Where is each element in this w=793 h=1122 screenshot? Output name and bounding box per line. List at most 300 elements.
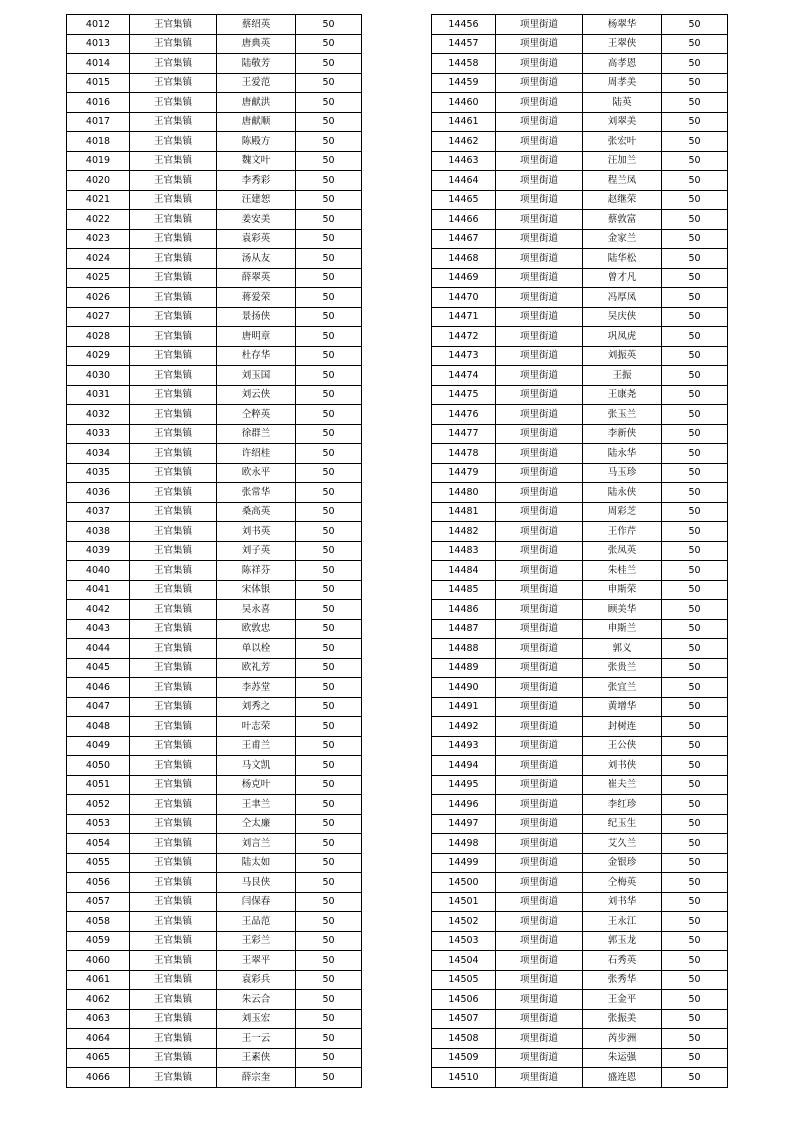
table-row <box>432 34 728 54</box>
amount-cell: 50 <box>296 385 362 405</box>
table-row <box>67 912 362 932</box>
table-row <box>432 853 728 873</box>
serial-number-cell: 4039 <box>67 541 130 561</box>
serial-number-cell: 14475 <box>432 385 496 405</box>
township-cell: 项里街道 <box>496 307 583 327</box>
name-cell: 张宜兰 <box>583 678 662 698</box>
amount-cell: 50 <box>662 73 728 93</box>
table-row <box>432 736 728 756</box>
township-cell: 项里街道 <box>496 873 583 893</box>
amount-cell: 50 <box>296 873 362 893</box>
name-cell: 刘子英 <box>217 541 296 561</box>
name-cell: 蔡敦富 <box>583 210 662 230</box>
township-cell: 项里街道 <box>496 678 583 698</box>
table-row <box>67 736 362 756</box>
serial-number-cell: 14458 <box>432 54 496 74</box>
township-cell: 项里街道 <box>496 795 583 815</box>
name-cell: 李秀彩 <box>217 171 296 191</box>
table-row <box>432 190 728 210</box>
table-row <box>67 268 362 288</box>
amount-cell: 50 <box>296 327 362 347</box>
serial-number-cell: 4058 <box>67 912 130 932</box>
name-cell: 曾才凡 <box>583 268 662 288</box>
amount-cell: 50 <box>662 307 728 327</box>
township-cell: 王官集镇 <box>130 1029 217 1049</box>
amount-cell: 50 <box>296 522 362 542</box>
table-row <box>67 1068 362 1088</box>
serial-number-cell: 4021 <box>67 190 130 210</box>
table-row <box>67 970 362 990</box>
township-cell: 王官集镇 <box>130 190 217 210</box>
serial-number-cell: 14495 <box>432 775 496 795</box>
table-row <box>432 541 728 561</box>
serial-number-cell: 14467 <box>432 229 496 249</box>
name-cell: 刘玉宏 <box>217 1009 296 1029</box>
name-cell: 程兰凤 <box>583 171 662 191</box>
amount-cell: 50 <box>662 892 728 912</box>
township-cell: 王官集镇 <box>130 931 217 951</box>
township-cell: 王官集镇 <box>130 249 217 269</box>
township-cell: 王官集镇 <box>130 54 217 74</box>
name-cell: 巩凤虎 <box>583 327 662 347</box>
amount-cell: 50 <box>296 736 362 756</box>
name-cell: 王振 <box>583 366 662 386</box>
township-cell: 王官集镇 <box>130 892 217 912</box>
table-row <box>432 1009 728 1029</box>
serial-number-cell: 14505 <box>432 970 496 990</box>
table-row <box>432 229 728 249</box>
amount-cell: 50 <box>296 970 362 990</box>
table-row <box>67 853 362 873</box>
township-cell: 王官集镇 <box>130 1068 217 1088</box>
name-cell: 景扬侠 <box>217 307 296 327</box>
serial-number-cell: 4047 <box>67 697 130 717</box>
serial-number-cell: 14506 <box>432 990 496 1010</box>
amount-cell: 50 <box>662 600 728 620</box>
serial-number-cell: 14483 <box>432 541 496 561</box>
roster-table-left-body <box>67 15 362 1088</box>
township-cell: 项里街道 <box>496 912 583 932</box>
table-row <box>432 385 728 405</box>
amount-cell: 50 <box>296 268 362 288</box>
township-cell: 王官集镇 <box>130 132 217 152</box>
township-cell: 王官集镇 <box>130 639 217 659</box>
township-cell: 王官集镇 <box>130 366 217 386</box>
township-cell: 王官集镇 <box>130 93 217 113</box>
township-cell: 项里街道 <box>496 229 583 249</box>
amount-cell: 50 <box>662 619 728 639</box>
name-cell: 刘书英 <box>217 522 296 542</box>
amount-cell: 50 <box>662 522 728 542</box>
serial-number-cell: 4038 <box>67 522 130 542</box>
table-row <box>432 249 728 269</box>
table-row <box>67 600 362 620</box>
name-cell: 闫保春 <box>217 892 296 912</box>
name-cell: 许绍桂 <box>217 444 296 464</box>
serial-number-cell: 4066 <box>67 1068 130 1088</box>
name-cell: 姜安美 <box>217 210 296 230</box>
serial-number-cell: 14474 <box>432 366 496 386</box>
amount-cell: 50 <box>296 288 362 308</box>
name-cell: 朱运强 <box>583 1048 662 1068</box>
name-cell: 张凤英 <box>583 541 662 561</box>
amount-cell: 50 <box>662 795 728 815</box>
name-cell: 王品范 <box>217 912 296 932</box>
amount-cell: 50 <box>296 658 362 678</box>
township-cell: 项里街道 <box>496 658 583 678</box>
table-row <box>67 658 362 678</box>
township-cell: 项里街道 <box>496 112 583 132</box>
township-cell: 王官集镇 <box>130 268 217 288</box>
name-cell: 桑高英 <box>217 502 296 522</box>
serial-number-cell: 14498 <box>432 834 496 854</box>
serial-number-cell: 14487 <box>432 619 496 639</box>
township-cell: 王官集镇 <box>130 697 217 717</box>
serial-number-cell: 4065 <box>67 1048 130 1068</box>
serial-number-cell: 14490 <box>432 678 496 698</box>
serial-number-cell: 14482 <box>432 522 496 542</box>
name-cell: 李红珍 <box>583 795 662 815</box>
serial-number-cell: 14461 <box>432 112 496 132</box>
serial-number-cell: 4046 <box>67 678 130 698</box>
serial-number-cell: 14473 <box>432 346 496 366</box>
serial-number-cell: 14501 <box>432 892 496 912</box>
amount-cell: 50 <box>662 463 728 483</box>
table-row <box>67 756 362 776</box>
township-cell: 王官集镇 <box>130 561 217 581</box>
township-cell: 项里街道 <box>496 463 583 483</box>
amount-cell: 50 <box>662 190 728 210</box>
amount-cell: 50 <box>662 1048 728 1068</box>
table-row <box>432 1029 728 1049</box>
name-cell: 欧永平 <box>217 463 296 483</box>
name-cell: 欧礼芳 <box>217 658 296 678</box>
table-row <box>67 190 362 210</box>
amount-cell: 50 <box>296 210 362 230</box>
name-cell: 张秀华 <box>583 970 662 990</box>
name-cell: 刘书华 <box>583 892 662 912</box>
amount-cell: 50 <box>296 93 362 113</box>
serial-number-cell: 4051 <box>67 775 130 795</box>
table-row <box>432 814 728 834</box>
serial-number-cell: 4022 <box>67 210 130 230</box>
amount-cell: 50 <box>662 346 728 366</box>
name-cell: 陆永侠 <box>583 483 662 503</box>
township-cell: 王官集镇 <box>130 834 217 854</box>
table-row <box>67 15 362 35</box>
serial-number-cell: 4060 <box>67 951 130 971</box>
serial-number-cell: 4059 <box>67 931 130 951</box>
township-cell: 王官集镇 <box>130 912 217 932</box>
table-row <box>432 892 728 912</box>
amount-cell: 50 <box>296 561 362 581</box>
township-cell: 项里街道 <box>496 366 583 386</box>
amount-cell: 50 <box>662 1029 728 1049</box>
amount-cell: 50 <box>662 814 728 834</box>
name-cell: 薛翠英 <box>217 268 296 288</box>
amount-cell: 50 <box>296 463 362 483</box>
name-cell: 芮步洲 <box>583 1029 662 1049</box>
township-cell: 项里街道 <box>496 132 583 152</box>
table-row <box>67 346 362 366</box>
township-cell: 王官集镇 <box>130 853 217 873</box>
amount-cell: 50 <box>296 307 362 327</box>
table-row <box>67 1029 362 1049</box>
table-row <box>67 522 362 542</box>
serial-number-cell: 14479 <box>432 463 496 483</box>
amount-cell: 50 <box>662 912 728 932</box>
name-cell: 杨翠华 <box>583 15 662 35</box>
table-row <box>67 951 362 971</box>
amount-cell: 50 <box>296 990 362 1010</box>
amount-cell: 50 <box>296 814 362 834</box>
serial-number-cell: 4024 <box>67 249 130 269</box>
table-row <box>432 112 728 132</box>
amount-cell: 50 <box>296 15 362 35</box>
serial-number-cell: 4032 <box>67 405 130 425</box>
serial-number-cell: 4025 <box>67 268 130 288</box>
name-cell: 金银珍 <box>583 853 662 873</box>
serial-number-cell: 4013 <box>67 34 130 54</box>
serial-number-cell: 14508 <box>432 1029 496 1049</box>
name-cell: 陆太如 <box>217 853 296 873</box>
name-cell: 崔夫兰 <box>583 775 662 795</box>
amount-cell: 50 <box>662 756 728 776</box>
name-cell: 唐明章 <box>217 327 296 347</box>
township-cell: 项里街道 <box>496 190 583 210</box>
township-cell: 王官集镇 <box>130 736 217 756</box>
serial-number-cell: 4041 <box>67 580 130 600</box>
serial-number-cell: 4063 <box>67 1009 130 1029</box>
table-row <box>432 171 728 191</box>
name-cell: 唐献洪 <box>217 93 296 113</box>
amount-cell: 50 <box>296 756 362 776</box>
table-row <box>67 405 362 425</box>
serial-number-cell: 4043 <box>67 619 130 639</box>
amount-cell: 50 <box>662 639 728 659</box>
amount-cell: 50 <box>296 112 362 132</box>
table-row <box>432 15 728 35</box>
table-row <box>67 424 362 444</box>
name-cell: 郭玉龙 <box>583 931 662 951</box>
amount-cell: 50 <box>296 1029 362 1049</box>
table-row <box>432 210 728 230</box>
township-cell: 王官集镇 <box>130 483 217 503</box>
name-cell: 王素侠 <box>217 1048 296 1068</box>
amount-cell: 50 <box>662 151 728 171</box>
table-row <box>432 951 728 971</box>
serial-number-cell: 4050 <box>67 756 130 776</box>
amount-cell: 50 <box>296 951 362 971</box>
serial-number-cell: 14507 <box>432 1009 496 1029</box>
table-row <box>432 522 728 542</box>
township-cell: 项里街道 <box>496 93 583 113</box>
name-cell: 叶志荣 <box>217 717 296 737</box>
township-cell: 项里街道 <box>496 15 583 35</box>
township-cell: 项里街道 <box>496 717 583 737</box>
serial-number-cell: 4044 <box>67 639 130 659</box>
name-cell: 王一云 <box>217 1029 296 1049</box>
amount-cell: 50 <box>296 892 362 912</box>
table-row <box>432 366 728 386</box>
serial-number-cell: 4012 <box>67 15 130 35</box>
table-row <box>67 54 362 74</box>
amount-cell: 50 <box>662 229 728 249</box>
table-row <box>432 268 728 288</box>
township-cell: 王官集镇 <box>130 151 217 171</box>
table-row <box>67 229 362 249</box>
township-cell: 项里街道 <box>496 444 583 464</box>
name-cell: 汪加兰 <box>583 151 662 171</box>
township-cell: 项里街道 <box>496 54 583 74</box>
township-cell: 王官集镇 <box>130 210 217 230</box>
serial-number-cell: 14456 <box>432 15 496 35</box>
name-cell: 王金平 <box>583 990 662 1010</box>
amount-cell: 50 <box>662 54 728 74</box>
township-cell: 项里街道 <box>496 346 583 366</box>
serial-number-cell: 4034 <box>67 444 130 464</box>
amount-cell: 50 <box>296 346 362 366</box>
township-cell: 王官集镇 <box>130 873 217 893</box>
township-cell: 项里街道 <box>496 600 583 620</box>
township-cell: 王官集镇 <box>130 541 217 561</box>
table-row <box>432 288 728 308</box>
table-row <box>67 639 362 659</box>
township-cell: 王官集镇 <box>130 73 217 93</box>
table-row <box>67 132 362 152</box>
serial-number-cell: 14488 <box>432 639 496 659</box>
township-cell: 王官集镇 <box>130 951 217 971</box>
name-cell: 盛连恩 <box>583 1068 662 1088</box>
table-row <box>432 580 728 600</box>
township-cell: 王官集镇 <box>130 171 217 191</box>
name-cell: 朱云合 <box>217 990 296 1010</box>
name-cell: 陆永华 <box>583 444 662 464</box>
serial-number-cell: 4053 <box>67 814 130 834</box>
amount-cell: 50 <box>662 678 728 698</box>
table-row <box>432 327 728 347</box>
serial-number-cell: 14471 <box>432 307 496 327</box>
table-row <box>432 405 728 425</box>
name-cell: 赵继荣 <box>583 190 662 210</box>
table-row <box>432 307 728 327</box>
township-cell: 项里街道 <box>496 483 583 503</box>
amount-cell: 50 <box>296 795 362 815</box>
serial-number-cell: 14496 <box>432 795 496 815</box>
table-row <box>432 970 728 990</box>
amount-cell: 50 <box>662 483 728 503</box>
table-row <box>67 873 362 893</box>
amount-cell: 50 <box>662 288 728 308</box>
table-row <box>432 990 728 1010</box>
name-cell: 冯厚凤 <box>583 288 662 308</box>
amount-cell: 50 <box>296 1048 362 1068</box>
serial-number-cell: 14510 <box>432 1068 496 1088</box>
table-row <box>67 1048 362 1068</box>
table-row <box>67 151 362 171</box>
amount-cell: 50 <box>296 190 362 210</box>
serial-number-cell: 4045 <box>67 658 130 678</box>
serial-number-cell: 4014 <box>67 54 130 74</box>
township-cell: 项里街道 <box>496 522 583 542</box>
amount-cell: 50 <box>296 34 362 54</box>
amount-cell: 50 <box>662 853 728 873</box>
amount-cell: 50 <box>296 619 362 639</box>
serial-number-cell: 14462 <box>432 132 496 152</box>
table-row <box>432 346 728 366</box>
township-cell: 项里街道 <box>496 990 583 1010</box>
name-cell: 艾久兰 <box>583 834 662 854</box>
township-cell: 项里街道 <box>496 834 583 854</box>
amount-cell: 50 <box>296 73 362 93</box>
name-cell: 刘书侠 <box>583 756 662 776</box>
name-cell: 袁彩兵 <box>217 970 296 990</box>
amount-cell: 50 <box>662 132 728 152</box>
table-row <box>67 171 362 191</box>
serial-number-cell: 4048 <box>67 717 130 737</box>
table-row <box>67 795 362 815</box>
table-row <box>432 73 728 93</box>
table-row <box>67 210 362 230</box>
amount-cell: 50 <box>296 639 362 659</box>
table-row <box>67 990 362 1010</box>
name-cell: 高孝恩 <box>583 54 662 74</box>
serial-number-cell: 14489 <box>432 658 496 678</box>
name-cell: 申斯兰 <box>583 619 662 639</box>
serial-number-cell: 4016 <box>67 93 130 113</box>
township-cell: 项里街道 <box>496 1068 583 1088</box>
table-row <box>67 288 362 308</box>
township-cell: 王官集镇 <box>130 775 217 795</box>
amount-cell: 50 <box>662 1068 728 1088</box>
name-cell: 唐典英 <box>217 34 296 54</box>
township-cell: 王官集镇 <box>130 327 217 347</box>
table-row <box>432 873 728 893</box>
township-cell: 王官集镇 <box>130 444 217 464</box>
township-cell: 王官集镇 <box>130 424 217 444</box>
amount-cell: 50 <box>296 483 362 503</box>
township-cell: 王官集镇 <box>130 814 217 834</box>
name-cell: 马艮侠 <box>217 873 296 893</box>
roster-table-right <box>431 14 728 1088</box>
serial-number-cell: 14504 <box>432 951 496 971</box>
name-cell: 汪建恕 <box>217 190 296 210</box>
amount-cell: 50 <box>662 385 728 405</box>
amount-cell: 50 <box>296 502 362 522</box>
township-cell: 王官集镇 <box>130 502 217 522</box>
township-cell: 项里街道 <box>496 931 583 951</box>
name-cell: 马文凯 <box>217 756 296 776</box>
amount-cell: 50 <box>296 931 362 951</box>
name-cell: 顾美华 <box>583 600 662 620</box>
name-cell: 张宏叶 <box>583 132 662 152</box>
name-cell: 刘翠美 <box>583 112 662 132</box>
name-cell: 刘振英 <box>583 346 662 366</box>
amount-cell: 50 <box>662 1009 728 1029</box>
name-cell: 袁彩英 <box>217 229 296 249</box>
amount-cell: 50 <box>296 424 362 444</box>
name-cell: 蔡绍英 <box>217 15 296 35</box>
amount-cell: 50 <box>662 580 728 600</box>
table-row <box>432 1068 728 1088</box>
amount-cell: 50 <box>662 834 728 854</box>
township-cell: 项里街道 <box>496 327 583 347</box>
amount-cell: 50 <box>296 580 362 600</box>
table-row <box>432 912 728 932</box>
table-row <box>67 717 362 737</box>
name-cell: 仝梅英 <box>583 873 662 893</box>
name-cell: 王聿兰 <box>217 795 296 815</box>
